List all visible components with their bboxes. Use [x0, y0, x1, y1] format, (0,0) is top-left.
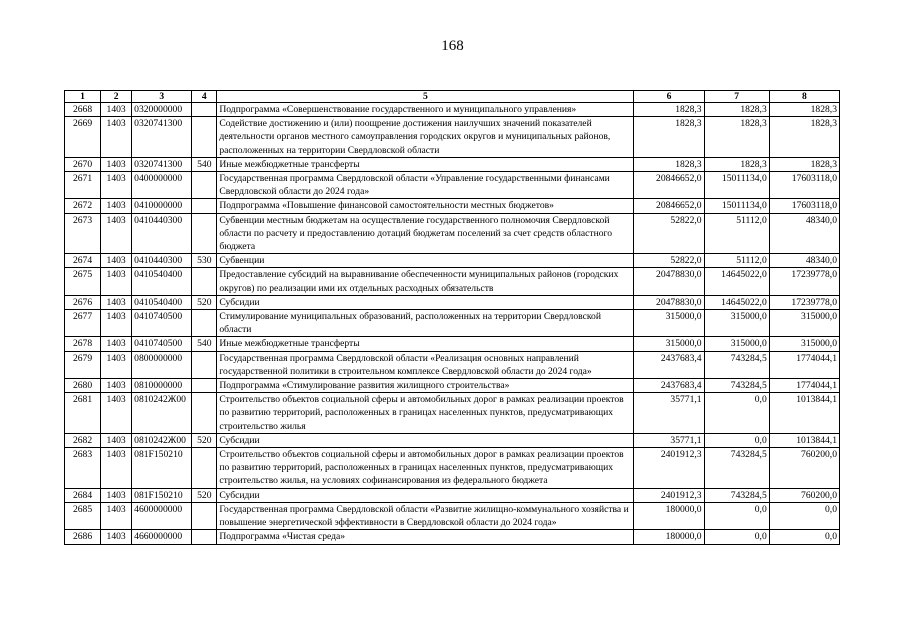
item-name: Субвенции местным бюджетам на осуществление государственного полномочия Свердловской области по расчету и предоставлению дотаций бюджетам поселений за счет средств областного бюджета — [217, 213, 634, 254]
row-number: 2686 — [65, 530, 101, 544]
amount-col-8: 1828,3 — [769, 157, 839, 171]
section-code: 1403 — [101, 351, 132, 378]
table-row — [65, 488, 840, 502]
table-row — [65, 448, 840, 489]
amount-col-8: 1774044,1 — [769, 351, 839, 378]
amount-col-6: 2437683,4 — [634, 351, 704, 378]
amount-col-7: 1828,3 — [704, 157, 769, 171]
target-article-code: 0810242Ж00 — [132, 393, 192, 434]
section-code: 1403 — [101, 488, 132, 502]
expense-type-code — [192, 103, 217, 117]
amount-col-7: 743284,5 — [704, 351, 769, 378]
row-number: 2676 — [65, 295, 101, 309]
table-row — [65, 254, 840, 268]
amount-col-7: 743284,5 — [704, 488, 769, 502]
item-name: Подпрограмма «Повышение финансовой самостоятельности местных бюджетов» — [217, 199, 634, 213]
amount-col-6: 1828,3 — [634, 117, 704, 158]
expense-type-code — [192, 117, 217, 158]
amount-col-8: 1013844,1 — [769, 393, 839, 434]
amount-col-7: 743284,5 — [704, 379, 769, 393]
target-article-code: 0810242Ж00 — [132, 433, 192, 447]
amount-col-7: 14645022,0 — [704, 268, 769, 295]
row-number: 2677 — [65, 310, 101, 337]
amount-col-7: 743284,5 — [704, 448, 769, 489]
amount-col-8: 0,0 — [769, 530, 839, 544]
item-name: Подпрограмма «Совершенствование государственного и муниципального управления» — [217, 103, 634, 117]
row-number: 2670 — [65, 157, 101, 171]
column-header: 2 — [101, 91, 132, 103]
section-code: 1403 — [101, 379, 132, 393]
table-row — [65, 199, 840, 213]
expense-type-code — [192, 172, 217, 199]
row-number: 2672 — [65, 199, 101, 213]
amount-col-7: 1828,3 — [704, 117, 769, 158]
target-article-code: 0320000000 — [132, 103, 192, 117]
table-row — [65, 393, 840, 434]
amount-col-7: 315000,0 — [704, 337, 769, 351]
expense-type-code — [192, 530, 217, 544]
section-code: 1403 — [101, 530, 132, 544]
table-row — [65, 268, 840, 295]
amount-col-8: 1774044,1 — [769, 379, 839, 393]
item-name: Подпрограмма «Стимулирование развития жилищного строительства» — [217, 379, 634, 393]
column-header: 3 — [132, 91, 192, 103]
amount-col-7: 1828,3 — [704, 103, 769, 117]
amount-col-8: 0,0 — [769, 502, 839, 529]
row-number: 2683 — [65, 448, 101, 489]
amount-col-7: 14645022,0 — [704, 295, 769, 309]
amount-col-8: 315000,0 — [769, 310, 839, 337]
expense-type-code — [192, 310, 217, 337]
table-row — [65, 117, 840, 158]
section-code: 1403 — [101, 172, 132, 199]
target-article-code: 0410740500 — [132, 337, 192, 351]
section-code: 1403 — [101, 448, 132, 489]
table-header-row — [65, 91, 840, 103]
section-code: 1403 — [101, 254, 132, 268]
expense-type-code: 540 — [192, 157, 217, 171]
amount-col-7: 0,0 — [704, 530, 769, 544]
section-code: 1403 — [101, 337, 132, 351]
section-code: 1403 — [101, 268, 132, 295]
amount-col-8: 760200,0 — [769, 488, 839, 502]
row-number: 2668 — [65, 103, 101, 117]
expense-type-code — [192, 199, 217, 213]
row-number: 2671 — [65, 172, 101, 199]
amount-col-6: 315000,0 — [634, 310, 704, 337]
table-row — [65, 172, 840, 199]
row-number: 2682 — [65, 433, 101, 447]
table-row — [65, 103, 840, 117]
row-number: 2678 — [65, 337, 101, 351]
amount-col-7: 0,0 — [704, 433, 769, 447]
expense-type-code — [192, 393, 217, 434]
amount-col-8: 760200,0 — [769, 448, 839, 489]
row-number: 2673 — [65, 213, 101, 254]
target-article-code: 0410740500 — [132, 310, 192, 337]
amount-col-8: 17603118,0 — [769, 199, 839, 213]
target-article-code: 0320741300 — [132, 157, 192, 171]
expense-type-code: 520 — [192, 488, 217, 502]
item-name: Строительство объектов социальной сферы и автомобильных дорог в рамках реализации проектов по развитию территорий, расположенных в границах населенных пунктов, предусматривающих строительство жилья, на условиях софинансирования из федерального бюджета — [217, 448, 634, 489]
expense-type-code — [192, 448, 217, 489]
section-code: 1403 — [101, 310, 132, 337]
item-name: Иные межбюджетные трансферты — [217, 337, 634, 351]
amount-col-6: 35771,1 — [634, 433, 704, 447]
target-article-code: 4600000000 — [132, 502, 192, 529]
table-row — [65, 530, 840, 544]
expense-type-code — [192, 379, 217, 393]
target-article-code: 081F150210 — [132, 448, 192, 489]
amount-col-7: 51112,0 — [704, 254, 769, 268]
section-code: 1403 — [101, 433, 132, 447]
column-header: 5 — [217, 91, 634, 103]
amount-col-8: 1828,3 — [769, 117, 839, 158]
target-article-code: 0800000000 — [132, 351, 192, 378]
amount-col-6: 180000,0 — [634, 502, 704, 529]
section-code: 1403 — [101, 103, 132, 117]
item-name: Субсидии — [217, 488, 634, 502]
amount-col-8: 315000,0 — [769, 337, 839, 351]
target-article-code: 0410540400 — [132, 295, 192, 309]
section-code: 1403 — [101, 157, 132, 171]
item-name: Государственная программа Свердловской области «Реализация основных направлений государственной политики в строительном комплексе Свердловской области до 2024 года» — [217, 351, 634, 378]
section-code: 1403 — [101, 295, 132, 309]
amount-col-6: 2437683,4 — [634, 379, 704, 393]
amount-col-8: 17239778,0 — [769, 295, 839, 309]
target-article-code: 0410440300 — [132, 254, 192, 268]
expense-type-code — [192, 268, 217, 295]
expense-type-code: 530 — [192, 254, 217, 268]
expense-type-code: 520 — [192, 295, 217, 309]
column-header: 6 — [634, 91, 704, 103]
item-name: Стимулирование муниципальных образований, расположенных на территории Свердловской области — [217, 310, 634, 337]
amount-col-6: 1828,3 — [634, 103, 704, 117]
table-row — [65, 157, 840, 171]
amount-col-6: 20846652,0 — [634, 172, 704, 199]
table-row — [65, 433, 840, 447]
amount-col-8: 48340,0 — [769, 254, 839, 268]
section-code: 1403 — [101, 213, 132, 254]
amount-col-6: 52822,0 — [634, 254, 704, 268]
amount-col-7: 315000,0 — [704, 310, 769, 337]
amount-col-8: 1828,3 — [769, 103, 839, 117]
row-number: 2680 — [65, 379, 101, 393]
item-name: Подпрограмма «Чистая среда» — [217, 530, 634, 544]
item-name: Государственная программа Свердловской области «Управление государственными финансами Свердловской области до 2024 года» — [217, 172, 634, 199]
target-article-code: 0400000000 — [132, 172, 192, 199]
amount-col-7: 15011134,0 — [704, 172, 769, 199]
expense-type-code: 520 — [192, 433, 217, 447]
amount-col-6: 20846652,0 — [634, 199, 704, 213]
amount-col-6: 20478830,0 — [634, 268, 704, 295]
target-article-code: 0410440300 — [132, 213, 192, 254]
item-name: Иные межбюджетные трансферты — [217, 157, 634, 171]
row-number: 2675 — [65, 268, 101, 295]
target-article-code: 0410540400 — [132, 268, 192, 295]
row-number: 2681 — [65, 393, 101, 434]
item-name: Предоставление субсидий на выравнивание обеспеченности муниципальных районов (городских округов) по реализации ими их отдельных расходных обязательств — [217, 268, 634, 295]
section-code: 1403 — [101, 199, 132, 213]
table-row — [65, 310, 840, 337]
expense-type-code — [192, 213, 217, 254]
item-name: Строительство объектов социальной сферы и автомобильных дорог в рамках реализации проектов по развитию территорий, расположенных в границах населенных пунктов, предусматривающих строительство жилья — [217, 393, 634, 434]
item-name: Субсидии — [217, 295, 634, 309]
column-header: 8 — [769, 91, 839, 103]
amount-col-8: 1013844,1 — [769, 433, 839, 447]
item-name: Субсидии — [217, 433, 634, 447]
amount-col-8: 48340,0 — [769, 213, 839, 254]
item-name: Содействие достижению и (или) поощрение достижения наилучших значений показателей деятельности органов местного самоуправления городских округов и муниципальных районов, расположенных на территории Свердловской области — [217, 117, 634, 158]
budget-table — [64, 90, 840, 545]
amount-col-6: 35771,1 — [634, 393, 704, 434]
table-row — [65, 295, 840, 309]
target-article-code: 081F150210 — [132, 488, 192, 502]
table-body — [65, 103, 840, 545]
row-number: 2685 — [65, 502, 101, 529]
amount-col-6: 52822,0 — [634, 213, 704, 254]
column-header: 7 — [704, 91, 769, 103]
table-row — [65, 213, 840, 254]
table-row — [65, 351, 840, 378]
item-name: Государственная программа Свердловской области «Развитие жилищно-коммунального хозяйства и повышение энергетической эффективности в Свердловской области до 2024 года» — [217, 502, 634, 529]
table-row — [65, 337, 840, 351]
target-article-code: 0320741300 — [132, 117, 192, 158]
page-number: 168 — [441, 38, 464, 54]
amount-col-6: 180000,0 — [634, 530, 704, 544]
row-number: 2674 — [65, 254, 101, 268]
table-row — [65, 379, 840, 393]
amount-col-7: 51112,0 — [704, 213, 769, 254]
amount-col-7: 15011134,0 — [704, 199, 769, 213]
row-number: 2684 — [65, 488, 101, 502]
amount-col-6: 2401912,3 — [634, 448, 704, 489]
target-article-code: 0410000000 — [132, 199, 192, 213]
item-name: Субвенции — [217, 254, 634, 268]
expense-type-code — [192, 502, 217, 529]
section-code: 1403 — [101, 393, 132, 434]
row-number: 2679 — [65, 351, 101, 378]
amount-col-6: 20478830,0 — [634, 295, 704, 309]
amount-col-8: 17603118,0 — [769, 172, 839, 199]
expense-type-code — [192, 351, 217, 378]
table-row — [65, 502, 840, 529]
amount-col-7: 0,0 — [704, 393, 769, 434]
section-code: 1403 — [101, 502, 132, 529]
target-article-code: 4660000000 — [132, 530, 192, 544]
amount-col-6: 1828,3 — [634, 157, 704, 171]
section-code: 1403 — [101, 117, 132, 158]
amount-col-6: 315000,0 — [634, 337, 704, 351]
expense-type-code: 540 — [192, 337, 217, 351]
column-header: 4 — [192, 91, 217, 103]
row-number: 2669 — [65, 117, 101, 158]
column-header: 1 — [65, 91, 101, 103]
amount-col-8: 17239778,0 — [769, 268, 839, 295]
target-article-code: 0810000000 — [132, 379, 192, 393]
amount-col-6: 2401912,3 — [634, 488, 704, 502]
amount-col-7: 0,0 — [704, 502, 769, 529]
